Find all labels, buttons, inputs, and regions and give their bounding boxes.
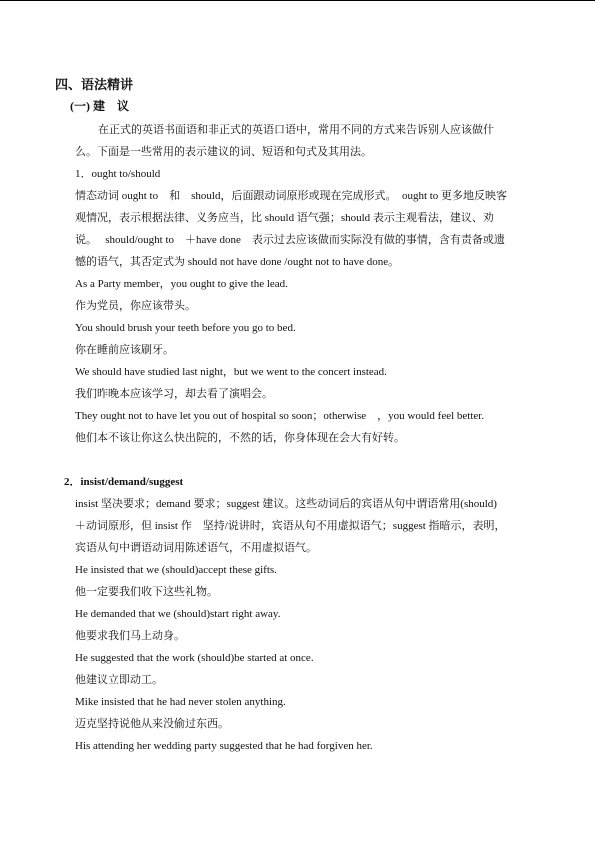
section-2-explanation-line: insist 坚决要求；demand 要求；suggest 建议。这些动词后的宾语从句中谓语常用(should) bbox=[75, 498, 497, 510]
intro-line-1: 在正式的英语书面语和非正式的英语口语中，常用不同的方式来告诉别人应该做什 bbox=[98, 124, 494, 136]
example-translation: 作为党员，你应该带头。 bbox=[75, 300, 196, 312]
example-sentence: They ought not to have let you out of hospital so soon；otherwise ，you would feel better. bbox=[75, 410, 485, 422]
example-sentence: He demanded that we (should)start right away. bbox=[75, 608, 281, 620]
example-translation: 他们本不该让你这么快出院的，不然的话，你身体现在会大有好转。 bbox=[75, 432, 405, 444]
example-sentence: He suggested that the work (should)be started at once. bbox=[75, 652, 314, 664]
example-sentence: You should brush your teeth before you go to bed. bbox=[75, 322, 296, 334]
section-2-explanation-line: ＋动词原形，但 insist 作 坚持/说讲时，宾语从句不用虚拟语气；suggest 指暗示，表明， bbox=[75, 520, 506, 532]
section-2-explanation-line: 宾语从句中谓语动词用陈述语气，不用虚拟语气。 bbox=[75, 542, 317, 554]
subsection-heading: (一) 建 议 bbox=[70, 99, 129, 113]
example-sentence: Mike insisted that he had never stolen anything. bbox=[75, 696, 286, 708]
example-translation: 他建议立即动工。 bbox=[75, 674, 163, 686]
example-translation: 他一定要我们收下这些礼物。 bbox=[75, 586, 218, 598]
section-1-explanation-line: 观情况，表示根据法律、义务应当，比 should 语气强；should 表示主观看法，建议、劝 bbox=[75, 212, 494, 224]
example-translation: 我们昨晚本应该学习，却去看了演唱会。 bbox=[75, 388, 273, 400]
section-1-explanation-line: 憾的语气，其否定式为 should not have done /ought not to have done。 bbox=[75, 256, 400, 268]
page-top-rule bbox=[0, 0, 595, 1]
example-sentence: As a Party member，you ought to give the lead. bbox=[75, 278, 288, 290]
section-1-title: 1．ought to/should bbox=[75, 168, 161, 180]
example-sentence: He insisted that we (should)accept these gifts. bbox=[75, 564, 277, 576]
section-1-explanation-line: 说。 should/ought to ＋have done 表示过去应该做而实际没有做的事情，含有责备或遗 bbox=[75, 234, 505, 246]
example-translation: 你在睡前应该刷牙。 bbox=[75, 344, 174, 356]
example-sentence: His attending her wedding party suggested that he had forgiven her. bbox=[75, 740, 373, 752]
intro-line-2: 么。下面是一些常用的表示建议的词、短语和句式及其用法。 bbox=[75, 146, 372, 158]
section-2-title: 2．insist/demand/suggest bbox=[64, 476, 184, 488]
example-sentence: We should have studied last night，but we went to the concert instead. bbox=[75, 366, 387, 378]
example-translation: 他要求我们马上动身。 bbox=[75, 630, 185, 642]
section-1-explanation-line: 情态动词 ought to 和 should，后面跟动词原形或现在完成形式。 ought to 更多地反映客 bbox=[75, 190, 508, 202]
example-translation: 迈克坚持说他从来没偷过东西。 bbox=[75, 718, 229, 730]
section-heading: 四、语法精讲 bbox=[55, 77, 134, 92]
